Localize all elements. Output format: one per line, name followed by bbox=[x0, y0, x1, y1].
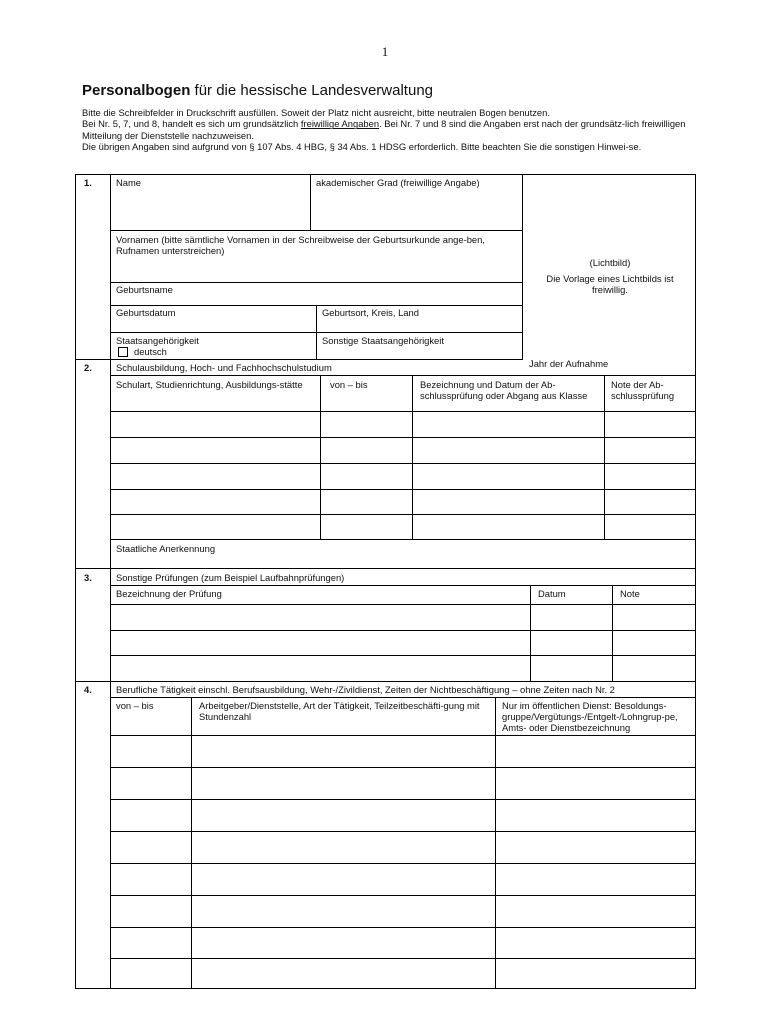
photo-label: (Lichtbild) bbox=[589, 257, 631, 268]
employment-period-header: von – bis bbox=[116, 700, 154, 711]
employer-header: Arbeitgeber/Dienststelle, Art der Tätigkeit, Teilzeitbeschäfti-gung mit Stundenzahl bbox=[199, 700, 480, 723]
state-recognition-label: Staatliche Anerkennung bbox=[116, 543, 216, 554]
section-4-number: 4. bbox=[84, 684, 92, 695]
section-1-number: 1. bbox=[84, 177, 92, 188]
academic-grade-label: akademischer Grad (freiwillige Angabe) bbox=[316, 177, 480, 188]
school-type-header: Schulart, Studienrichtung, Ausbildungs-stätte bbox=[116, 379, 303, 390]
title-rest: für die hessische Landesverwaltung bbox=[190, 82, 434, 99]
school-period-header: von – bis bbox=[330, 379, 368, 390]
exam-grade-header: Note der Ab-schlussprüfung bbox=[611, 379, 675, 402]
first-names-label: Vornamen (bitte sämtliche Vornamen in der Schreibweise der Geburtsurkunde ange-ben, Rufnamen unterstreichen) bbox=[116, 234, 485, 257]
section-2-heading: Schulausbildung, Hoch- und Fachhochschulstudium bbox=[116, 362, 332, 373]
birth-name-label: Geburtsname bbox=[116, 284, 173, 295]
citizenship-label: Staatsangehörigkeit bbox=[116, 335, 199, 346]
title-bold: Personalbogen bbox=[82, 82, 191, 99]
instruction-line-2: Bei Nr. 5, 7, und 8, handelt es sich um grundsätzlich freiwillige Angaben. Bei Nr. 7 und 8 sind die Angaben erst nach der grundsätz-lich freiwilligen Mitteilung der Dienststelle nachzuweisen. bbox=[82, 118, 686, 141]
instructions bbox=[82, 107, 702, 153]
section-3-number: 3. bbox=[84, 572, 92, 583]
exam-description-header: Bezeichnung und Datum der Ab-schlussprüfung oder Abgang aus Klasse bbox=[420, 379, 588, 402]
section-2-number: 2. bbox=[84, 362, 92, 373]
birth-date-label: Geburtsdatum bbox=[116, 307, 176, 318]
photo-note: Die Vorlage eines Lichtbilds ist freiwillig. bbox=[546, 273, 674, 296]
exam-name-header: Bezeichnung der Prüfung bbox=[116, 588, 222, 599]
exam-date-header: Datum bbox=[538, 588, 566, 599]
exam-note-header: Note bbox=[620, 588, 640, 599]
page-title bbox=[82, 82, 433, 99]
page-number: 1 bbox=[381, 44, 389, 59]
german-citizenship-label: deutsch bbox=[134, 346, 167, 357]
instruction-line-3: Die übrigen Angaben sind aufgrund von § 107 Abs. 4 HBG, § 34 Abs. 1 HDSG erforderlich. Bitte beachten Sie die sonstigen Hinwei-se. bbox=[82, 141, 642, 153]
instruction-line-1: Bitte die Schreibfelder in Druckschrift ausfüllen. Soweit der Platz nicht ausreicht, bitte neutralen Bogen benutzen. bbox=[82, 107, 550, 118]
public-service-grade-header: Nur im öffentlichen Dienst: Besoldungs-gruppe/Vergütungs-/Entgelt-/Lohngrup-pe, Amts- oder Dienstbezeichnung bbox=[502, 700, 678, 734]
voluntary-link: freiwillige Angaben bbox=[300, 118, 380, 130]
photo-year-label: Jahr der Aufnahme bbox=[529, 358, 609, 369]
section-4-heading: Berufliche Tätigkeit einschl. Berufsausbildung, Wehr-/Zivildienst, Zeiten der Nichtbeschäftigung – ohne Zeiten nach Nr. 2 bbox=[116, 684, 615, 695]
birth-place-label: Geburtsort, Kreis, Land bbox=[322, 307, 419, 318]
german-citizenship-checkbox[interactable] bbox=[118, 347, 128, 357]
other-citizenship-label: Sonstige Staatsangehörigkeit bbox=[322, 335, 444, 346]
section-3-heading: Sonstige Prüfungen (zum Beispiel Laufbahnprüfungen) bbox=[116, 572, 345, 583]
name-field-label: Name bbox=[116, 177, 142, 188]
